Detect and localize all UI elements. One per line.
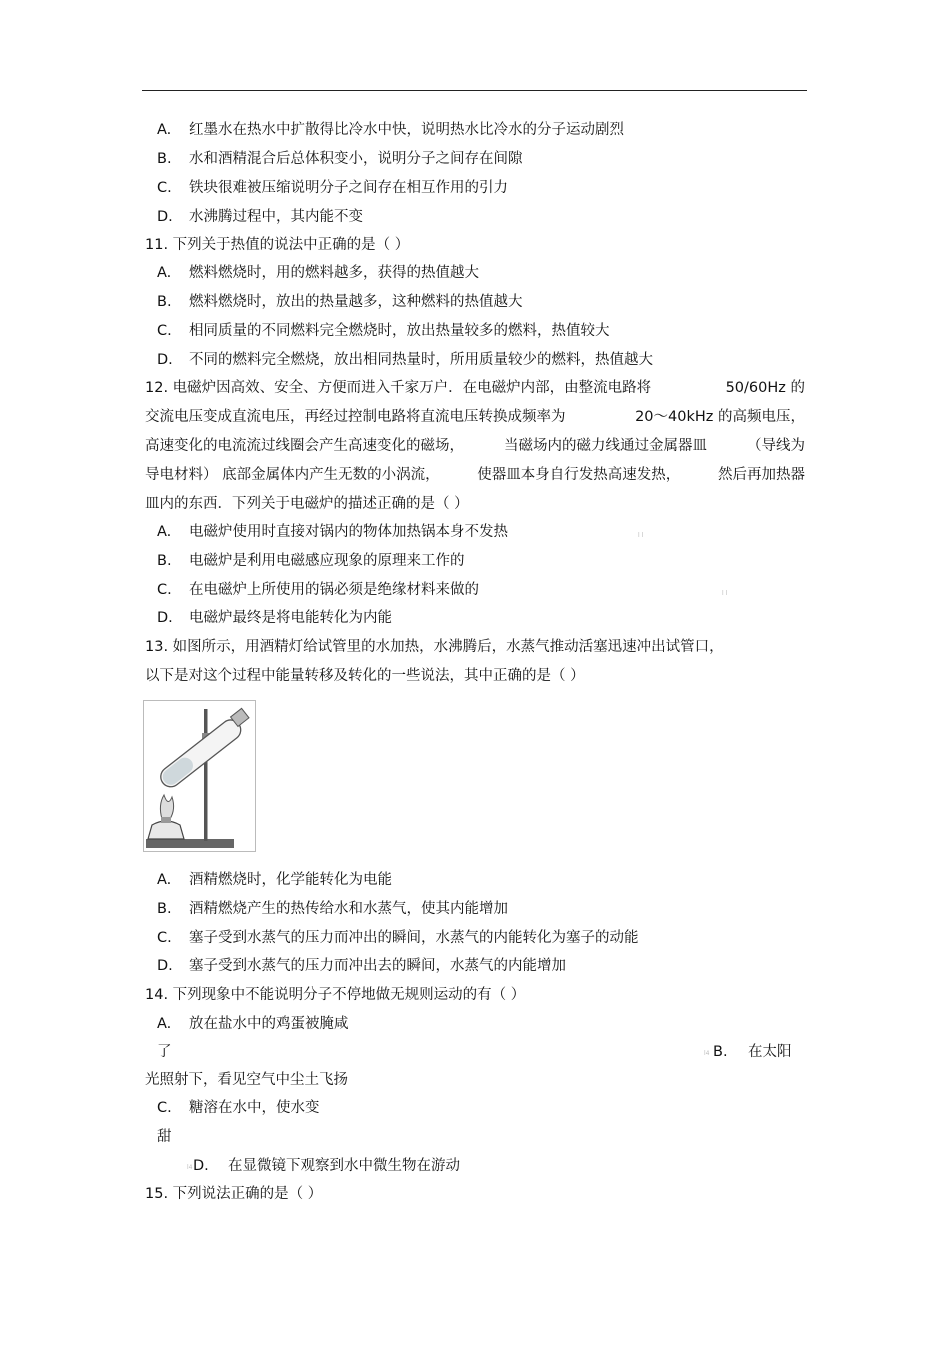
q14-option-a-letter: A. xyxy=(157,1016,172,1032)
q12-line-1-part-2: 50/60Hz 的 xyxy=(725,380,805,396)
test-tube xyxy=(157,716,245,791)
q12-line-4-part-1: 导电材料） 底部金属体内产生无数的小涡流， xyxy=(145,467,440,483)
q14-option-c-continuation: 甜 xyxy=(157,1129,172,1145)
q12-line-4-part-2: 使器皿本身自行发热高速发热， xyxy=(477,467,681,483)
q11-option-b-letter: B. xyxy=(157,294,172,310)
q13-line-1: 13. 如图所示，用酒精灯给试管里的水加热，水沸腾后，水蒸气推动活塞迅速冲出试管口， xyxy=(145,639,724,655)
q10-option-c-text: 铁块很难被压缩说明分子之间存在相互作用的引力 xyxy=(189,180,508,196)
q12-line-4-part-3: 然后再加热器 xyxy=(717,467,805,483)
q11-option-d-letter: D. xyxy=(157,352,173,368)
q11-stem: 11. 下列关于热值的说法中正确的是（ ） xyxy=(145,237,410,253)
q13-option-b-letter: B. xyxy=(157,901,172,917)
q12-option-b-letter: B. xyxy=(157,553,172,569)
q12-option-a-text: 电磁炉使用时直接对锅内的物体加热锅本身不发热 xyxy=(189,524,508,540)
lamp-wick-holder xyxy=(161,817,171,823)
stray-mark-2: l l xyxy=(722,590,728,597)
q12-option-b-text: 电磁炉是利用电磁感应现象的原理来工作的 xyxy=(189,553,465,569)
q14-option-b-continuation: 光照射下，看见空气中尘土飞扬 xyxy=(145,1072,348,1088)
q12-line-2-part-1: 交流电压变成直流电压，再经过控制电路将直流电压转换成频率为 xyxy=(145,409,566,425)
q11-option-a-text: 燃料燃烧时，用的燃料越多，获得的热值越大 xyxy=(189,265,479,281)
q13-option-b-text: 酒精燃烧产生的热传给水和水蒸气，使其内能增加 xyxy=(189,901,508,917)
test-tube-apparatus-illustration xyxy=(144,701,255,851)
q15-stem: 15. 下列说法正确的是（ ） xyxy=(145,1186,323,1202)
q12-option-d-letter: D. xyxy=(157,610,173,626)
q14-option-b-text: 在太阳 xyxy=(748,1044,792,1060)
stand-rod xyxy=(204,709,208,841)
q11-option-c-letter: C. xyxy=(157,323,172,339)
q13-option-d-letter: D. xyxy=(157,958,173,974)
q12-line-4 xyxy=(145,465,805,485)
stand-base xyxy=(146,839,234,848)
q10-option-c-letter: C. xyxy=(157,180,172,196)
q10-option-a-letter: A. xyxy=(157,122,172,138)
q12-line-1 xyxy=(145,378,805,398)
q13-option-a-letter: A. xyxy=(157,872,172,888)
q14-stem: 14. 下列现象中不能说明分子不停地做无规则运动的有（ ） xyxy=(145,987,526,1003)
header-rule xyxy=(142,90,807,91)
q13-option-a-text: 酒精燃烧时，化学能转化为电能 xyxy=(189,872,392,888)
q13-option-c-text: 塞子受到水蒸气的压力而冲出的瞬间，水蒸气的内能转化为塞子的动能 xyxy=(189,930,639,946)
q12-option-c-letter: C. xyxy=(157,582,172,598)
q12-option-c-text: 在电磁炉上所使用的锅必须是绝缘材料来做的 xyxy=(189,582,479,598)
q13-line-2: 以下是对这个过程中能量转移及转化的一些说法，其中正确的是（ ） xyxy=(145,668,585,684)
stray-mark-4: l4 xyxy=(187,1164,193,1171)
stray-mark-1: l l xyxy=(638,532,644,539)
q12-line-2 xyxy=(145,407,805,427)
test-tube-heating-figure xyxy=(143,700,256,852)
q14-option-a-continuation: 了 xyxy=(157,1044,172,1060)
q12-line-2-part-2: 20～40kHz 的高频电压， xyxy=(635,409,805,425)
q14-option-d-text: 在显微镜下观察到水中微生物在游动 xyxy=(228,1158,460,1174)
q12-line-3 xyxy=(145,436,805,456)
q10-option-a-text: 红墨水在热水中扩散得比冷水中快，说明热水比冷水的分子运动剧烈 xyxy=(189,122,624,138)
q12-line-3-part-3: （导线为 xyxy=(747,438,805,454)
q10-option-b-letter: B. xyxy=(157,151,172,167)
q11-option-b-text: 燃料燃烧时，放出的热量越多，这种燃料的热值越大 xyxy=(189,294,523,310)
q13-option-c-letter: C. xyxy=(157,930,172,946)
q12-option-d-text: 电磁炉最终是将电能转化为内能 xyxy=(189,610,392,626)
q11-option-c-text: 相同质量的不同燃料完全燃烧时，放出热量较多的燃料，热值较大 xyxy=(189,323,610,339)
q14-option-b-letter: B. xyxy=(713,1044,728,1060)
q10-option-d-text: 水沸腾过程中，其内能不变 xyxy=(189,209,363,225)
q14-option-c-letter: C. xyxy=(157,1100,172,1116)
q12-line-3-part-2: 当磁场内的磁力线通过金属器皿 xyxy=(504,438,707,454)
q12-line-3-part-1: 高速变化的电流流过线圈会产生高速变化的磁场， xyxy=(145,438,464,454)
q11-option-a-letter: A. xyxy=(157,265,172,281)
q14-option-c-text: 糖溶在水中，使水变 xyxy=(189,1100,320,1116)
flame xyxy=(160,795,173,819)
alcohol-lamp xyxy=(148,821,184,839)
q10-option-b-text: 水和酒精混合后总体积变小，说明分子之间存在间隙 xyxy=(189,151,523,167)
q12-line-5: 皿内的东西．下列关于电磁炉的描述正确的是（ ） xyxy=(145,496,469,512)
q14-option-a-text: 放在盐水中的鸡蛋被腌咸 xyxy=(189,1016,349,1032)
q13-option-d-text: 塞子受到水蒸气的压力而冲出去的瞬间，水蒸气的内能增加 xyxy=(189,958,566,974)
q12-line-1-part-1: 12. 电磁炉因高效、安全、方便而进入千家万户．在电磁炉内部，由整流电路将 xyxy=(145,380,652,396)
q12-option-a-letter: A. xyxy=(157,524,172,540)
q10-option-d-letter: D. xyxy=(157,209,173,225)
q11-option-d-text: 不同的燃料完全燃烧，放出相同热量时，所用质量较少的燃料，热值越大 xyxy=(189,352,653,368)
q14-option-d-letter: D. xyxy=(193,1158,209,1174)
stray-mark-3: l4 xyxy=(704,1050,710,1057)
